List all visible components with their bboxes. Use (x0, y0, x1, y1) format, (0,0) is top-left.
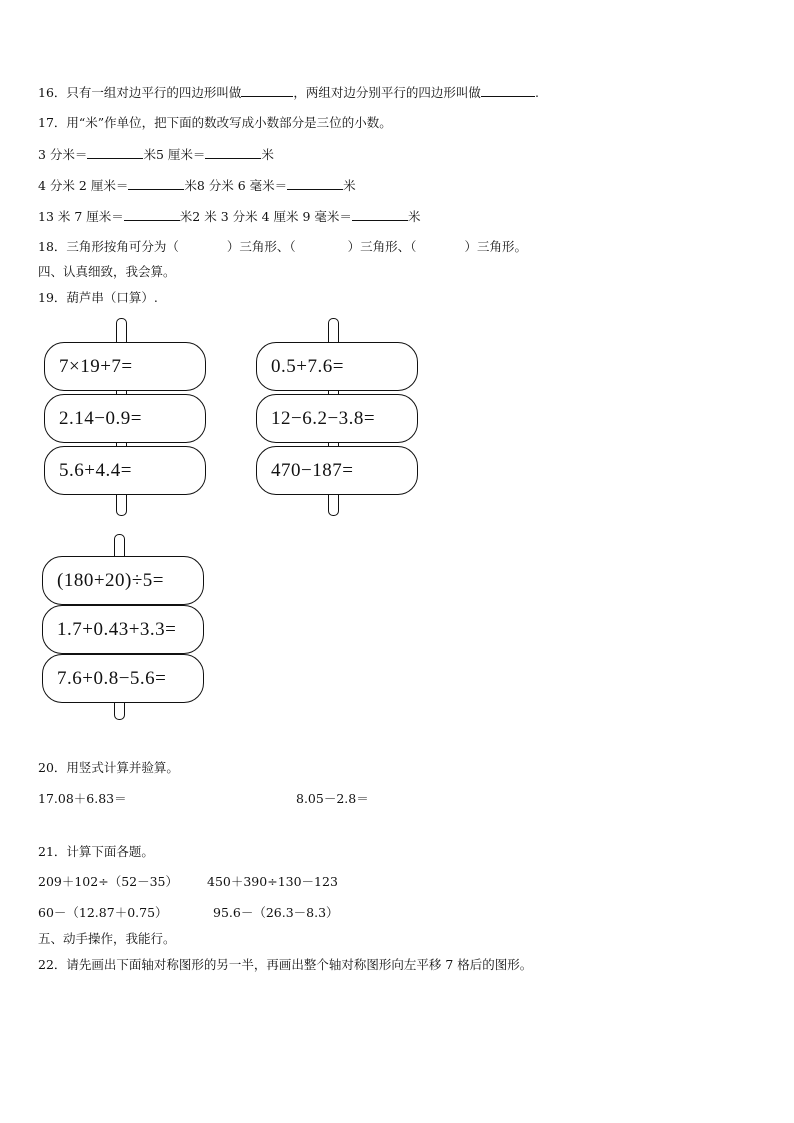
question-18 (38, 239, 527, 255)
q16-blank-1[interactable] (241, 84, 293, 97)
gourd-2-bead-3[interactable] (256, 446, 418, 495)
question-22-prompt: 22．请先画出下面轴对称图形的另一半，再画出整个轴对称图形向左平移 7 格后的图形。 (38, 957, 533, 972)
q17-row-2 (38, 177, 356, 194)
question-16 (38, 84, 539, 101)
gourd-string-1 (40, 318, 210, 518)
gourd-2-expr-2: 12−6.2−3.8= (271, 407, 376, 429)
q17-r3-unit-1: 米 (179, 209, 193, 224)
q18-text-a: 18．三角形按角可分为（ (38, 239, 179, 254)
q21-item-3: 60－（12.87＋0.75） (38, 905, 168, 920)
q17-r3-unit-2: 米 (407, 209, 421, 224)
q17-r3-label-1: 13 米 7 厘米＝ (38, 209, 124, 224)
gourd-2-bead-2[interactable] (256, 394, 418, 443)
gourd-1-bead-2[interactable] (44, 394, 206, 443)
q21-item-1: 209＋102÷（52－35） (38, 874, 179, 889)
gourd-1-bead-1[interactable] (44, 342, 206, 391)
section-4-heading: 四、认真细致，我会算。 (38, 264, 176, 279)
gourd-3-expr-3: 7.6+0.8−5.6= (57, 667, 167, 689)
gourd-string-3 (38, 534, 208, 720)
question-20-prompt: 20．用竖式计算并验算。 (38, 760, 179, 775)
q16-blank-2[interactable] (481, 84, 535, 97)
q17-r1-unit-1: 米 (143, 147, 156, 162)
q17-r1-blank-1[interactable] (87, 146, 143, 159)
gourd-3-bead-1[interactable] (42, 556, 204, 605)
gourd-2-expr-3: 470−187= (271, 459, 354, 481)
question-21-prompt: 21．计算下面各题。 (38, 844, 154, 859)
q16-text-a: 16．只有一组对边平行的四边形叫做 (38, 85, 242, 100)
question-19-prompt: 19．葫芦串（口算）. (38, 290, 158, 305)
q17-r1-label-2: 5 厘米＝ (155, 147, 206, 162)
q17-r3-blank-2[interactable] (352, 208, 408, 221)
q17-r2-blank-2[interactable] (287, 177, 343, 190)
question-17-prompt: 17．用“米”作单位，把下面的数改写成小数部分是三位的小数。 (38, 115, 392, 130)
q17-row-1 (38, 146, 274, 163)
q18-text-c: ）三角形、（ (347, 239, 417, 254)
gourd-2-expr-1: 0.5+7.6= (271, 355, 344, 377)
q20-item-1: 17.08＋6.83＝ (38, 791, 127, 806)
q18-text-d: ）三角形。 (464, 239, 527, 254)
q16-text-b: ，两组对边分别平行的四边形叫做 (293, 85, 481, 100)
q17-r2-unit-2: 米 (343, 178, 356, 193)
q17-r1-label-1: 3 分米＝ (38, 147, 88, 162)
q21-item-4: 95.6－（26.3－8.3） (213, 905, 339, 920)
gourd-2-bead-1[interactable] (256, 342, 418, 391)
gourd-1-expr-3: 5.6+4.4= (59, 459, 132, 481)
q21-item-2: 450＋390÷130－123 (207, 874, 338, 889)
q17-r3-blank-1[interactable] (124, 208, 180, 221)
q16-text-c: . (534, 85, 539, 100)
q17-row-3 (38, 208, 420, 225)
q17-r1-blank-2[interactable] (205, 146, 261, 159)
gourd-string-2 (252, 318, 422, 518)
q17-r2-blank-1[interactable] (128, 177, 184, 190)
q17-r2-label-2: 8 分米 6 毫米＝ (196, 178, 288, 193)
gourd-1-expr-2: 2.14−0.9= (59, 407, 142, 429)
q18-text-b: ）三角形、（ (226, 239, 296, 254)
gourd-3-expr-1: (180+20)÷5= (57, 569, 165, 591)
q17-r3-label-2: 2 米 3 分米 4 厘米 9 毫米＝ (192, 209, 352, 224)
gourd-1-bead-3[interactable] (44, 446, 206, 495)
q17-r2-unit-1: 米 (184, 178, 197, 193)
gourd-3-bead-2[interactable] (42, 605, 204, 654)
gourd-1-expr-1: 7×19+7= (59, 355, 133, 377)
gourd-3-bead-3[interactable] (42, 654, 204, 703)
gourd-3-expr-2: 1.7+0.43+3.3= (57, 618, 177, 640)
q20-item-2: 8.05－2.8＝ (296, 791, 369, 806)
section-5-heading: 五、动手操作，我能行。 (38, 931, 176, 946)
q17-r1-unit-2: 米 (261, 147, 274, 162)
q17-r2-label-1: 4 分米 2 厘米＝ (38, 178, 129, 193)
